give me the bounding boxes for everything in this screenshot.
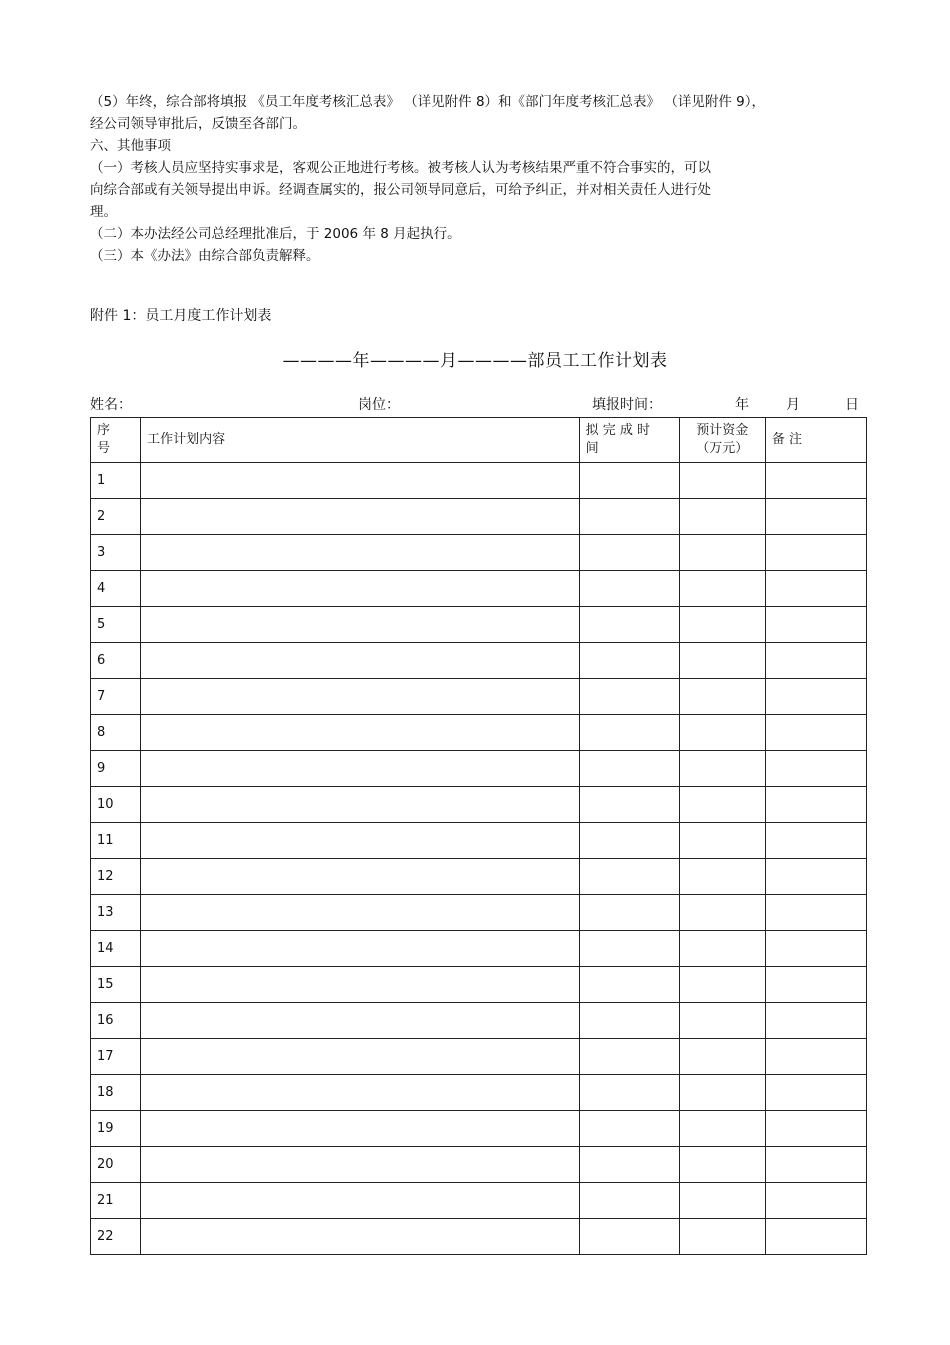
table-row	[91, 1183, 867, 1219]
table-row	[91, 931, 867, 967]
row-time-cell[interactable]	[579, 715, 679, 751]
table-row	[91, 859, 867, 895]
row-time-cell[interactable]	[579, 499, 679, 535]
row-content-cell[interactable]	[141, 499, 580, 535]
table-row	[91, 1111, 867, 1147]
row-remark-cell[interactable]	[765, 1075, 866, 1111]
table-row	[91, 535, 867, 571]
row-seq-cell: 5	[91, 607, 141, 643]
table-row	[91, 1219, 867, 1255]
paragraph-line: （三）本《办法》由综合部负责解释。	[90, 248, 320, 264]
header-remark: 备 注	[765, 418, 866, 463]
row-content-cell[interactable]	[141, 1111, 580, 1147]
table-row	[91, 463, 867, 499]
row-remark-cell[interactable]	[765, 931, 866, 967]
row-funds-cell[interactable]	[679, 931, 765, 967]
table-row	[91, 715, 867, 751]
table-header-row	[91, 418, 867, 463]
row-funds-cell[interactable]	[679, 1111, 765, 1147]
date-label: 填报时间：	[592, 397, 662, 413]
row-content-cell[interactable]	[141, 1219, 580, 1255]
attachment-label: 附件 1：员工月度工作计划表	[90, 308, 272, 324]
row-content-cell[interactable]	[141, 823, 580, 859]
header-funds	[679, 418, 765, 463]
year-label: 年	[735, 397, 749, 413]
row-time-cell[interactable]	[579, 1111, 679, 1147]
paragraph-line: （5）年终，综合部将填报 《员工年度考核汇总表》 （详见附件 8）和《部门年度考核汇总表》 （详见附件 9），	[90, 94, 765, 110]
name-label: 姓名：	[90, 397, 132, 413]
paragraph-line: 向综合部或有关领导提出申诉。经调查属实的，报公司领导同意后，可给予纠正，并对相关责任人进行处	[90, 182, 711, 198]
row-remark-cell[interactable]	[765, 679, 866, 715]
row-remark-cell[interactable]	[765, 823, 866, 859]
header-completion-time	[579, 418, 679, 463]
header-time-line1: 拟 完 成 时	[585, 423, 651, 438]
row-content-cell[interactable]	[141, 1003, 580, 1039]
row-time-cell[interactable]	[579, 679, 679, 715]
table-row	[91, 823, 867, 859]
month-label: 月	[786, 397, 800, 413]
header-time-line2: 间	[585, 441, 599, 456]
row-time-cell[interactable]	[579, 607, 679, 643]
row-content-cell[interactable]	[141, 535, 580, 571]
work-plan-table	[90, 417, 867, 1255]
row-seq-cell: 13	[91, 895, 141, 931]
row-funds-cell[interactable]	[679, 535, 765, 571]
row-seq-cell: 21	[91, 1183, 141, 1219]
row-seq-cell: 6	[91, 643, 141, 679]
row-remark-cell[interactable]	[765, 571, 866, 607]
row-funds-cell[interactable]	[679, 463, 765, 499]
row-time-cell[interactable]	[579, 1183, 679, 1219]
day-label: 日	[845, 397, 859, 413]
row-time-cell[interactable]	[579, 859, 679, 895]
position-label: 岗位：	[358, 397, 400, 413]
header-content: 工作计划内容	[141, 418, 580, 463]
section-heading: 六、其他事项	[90, 138, 171, 154]
row-content-cell[interactable]	[141, 1147, 580, 1183]
table-row	[91, 1075, 867, 1111]
row-seq-cell: 22	[91, 1219, 141, 1255]
row-content-cell[interactable]	[141, 931, 580, 967]
row-seq-cell: 1	[91, 463, 141, 499]
table-row	[91, 751, 867, 787]
row-remark-cell[interactable]	[765, 607, 866, 643]
paragraph-line: 经公司领导审批后，反馈至各部门。	[90, 116, 306, 132]
row-seq-cell: 15	[91, 967, 141, 1003]
row-seq-cell: 14	[91, 931, 141, 967]
row-time-cell[interactable]	[579, 967, 679, 1003]
row-funds-cell[interactable]	[679, 1039, 765, 1075]
table-row	[91, 679, 867, 715]
header-seq	[91, 418, 141, 463]
row-content-cell[interactable]	[141, 1039, 580, 1075]
table-row	[91, 1147, 867, 1183]
row-remark-cell[interactable]	[765, 499, 866, 535]
row-remark-cell[interactable]	[765, 1003, 866, 1039]
row-content-cell[interactable]	[141, 571, 580, 607]
row-time-cell[interactable]	[579, 823, 679, 859]
row-funds-cell[interactable]	[679, 1183, 765, 1219]
row-funds-cell[interactable]	[679, 1147, 765, 1183]
row-time-cell[interactable]	[579, 535, 679, 571]
row-content-cell[interactable]	[141, 1183, 580, 1219]
row-time-cell[interactable]	[579, 751, 679, 787]
row-seq-cell: 4	[91, 571, 141, 607]
row-content-cell[interactable]	[141, 643, 580, 679]
row-funds-cell[interactable]	[679, 571, 765, 607]
table-row	[91, 787, 867, 823]
row-remark-cell[interactable]	[765, 715, 866, 751]
row-seq-cell: 11	[91, 823, 141, 859]
row-remark-cell[interactable]	[765, 1147, 866, 1183]
paragraph-line: （二）本办法经公司总经理批准后，于 2006 年 8 月起执行。	[90, 226, 461, 242]
row-funds-cell[interactable]	[679, 607, 765, 643]
row-content-cell[interactable]	[141, 715, 580, 751]
table-row	[91, 895, 867, 931]
row-remark-cell[interactable]	[765, 751, 866, 787]
table-row	[91, 643, 867, 679]
row-time-cell[interactable]	[579, 787, 679, 823]
header-seq-line1: 序	[97, 423, 111, 438]
table-row	[91, 499, 867, 535]
row-remark-cell[interactable]	[765, 967, 866, 1003]
row-content-cell[interactable]	[141, 751, 580, 787]
row-seq-cell: 17	[91, 1039, 141, 1075]
row-time-cell[interactable]	[579, 643, 679, 679]
row-remark-cell[interactable]	[765, 643, 866, 679]
row-seq-cell: 10	[91, 787, 141, 823]
paragraph-line: （一）考核人员应坚持实事求是，客观公正地进行考核。被考核人认为考核结果严重不符合事实的，可以	[90, 160, 711, 176]
row-remark-cell[interactable]	[765, 1219, 866, 1255]
row-remark-cell[interactable]	[765, 1111, 866, 1147]
row-content-cell[interactable]	[141, 787, 580, 823]
table-row	[91, 1003, 867, 1039]
row-remark-cell[interactable]	[765, 463, 866, 499]
row-funds-cell[interactable]	[679, 1075, 765, 1111]
row-funds-cell[interactable]	[679, 715, 765, 751]
row-remark-cell[interactable]	[765, 1039, 866, 1075]
row-funds-cell[interactable]	[679, 859, 765, 895]
row-funds-cell[interactable]	[679, 823, 765, 859]
table-body	[91, 463, 867, 1255]
row-funds-cell[interactable]	[679, 895, 765, 931]
row-funds-cell[interactable]	[679, 679, 765, 715]
header-seq-line2: 号	[97, 441, 111, 456]
row-seq-cell: 7	[91, 679, 141, 715]
row-time-cell[interactable]	[579, 1003, 679, 1039]
row-seq-cell: 18	[91, 1075, 141, 1111]
row-funds-cell[interactable]	[679, 499, 765, 535]
row-remark-cell[interactable]	[765, 1183, 866, 1219]
row-remark-cell[interactable]	[765, 859, 866, 895]
table-row	[91, 607, 867, 643]
header-funds-line2: （万元）	[696, 441, 749, 456]
row-funds-cell[interactable]	[679, 1219, 765, 1255]
row-time-cell[interactable]	[579, 1147, 679, 1183]
table-row	[91, 1039, 867, 1075]
row-time-cell[interactable]	[579, 895, 679, 931]
row-content-cell[interactable]	[141, 1075, 580, 1111]
row-remark-cell[interactable]	[765, 895, 866, 931]
row-seq-cell: 19	[91, 1111, 141, 1147]
row-content-cell[interactable]	[141, 463, 580, 499]
row-content-cell[interactable]	[141, 859, 580, 895]
row-remark-cell[interactable]	[765, 787, 866, 823]
row-seq-cell: 8	[91, 715, 141, 751]
row-funds-cell[interactable]	[679, 751, 765, 787]
row-seq-cell: 12	[91, 859, 141, 895]
row-funds-cell[interactable]	[679, 967, 765, 1003]
form-title: ————年————月————部员工工作计划表	[282, 351, 668, 371]
row-seq-cell: 3	[91, 535, 141, 571]
row-time-cell[interactable]	[579, 931, 679, 967]
row-remark-cell[interactable]	[765, 535, 866, 571]
row-time-cell[interactable]	[579, 1075, 679, 1111]
row-time-cell[interactable]	[579, 571, 679, 607]
row-time-cell[interactable]	[579, 463, 679, 499]
row-seq-cell: 9	[91, 751, 141, 787]
row-seq-cell: 20	[91, 1147, 141, 1183]
row-time-cell[interactable]	[579, 1039, 679, 1075]
row-seq-cell: 16	[91, 1003, 141, 1039]
row-funds-cell[interactable]	[679, 787, 765, 823]
row-time-cell[interactable]	[579, 1219, 679, 1255]
row-content-cell[interactable]	[141, 679, 580, 715]
row-content-cell[interactable]	[141, 607, 580, 643]
paragraph-line: 理。	[90, 204, 117, 220]
header-funds-line1: 预计资金	[696, 423, 749, 438]
row-seq-cell: 2	[91, 499, 141, 535]
table-row	[91, 967, 867, 1003]
table-row	[91, 571, 867, 607]
row-funds-cell[interactable]	[679, 1003, 765, 1039]
row-funds-cell[interactable]	[679, 643, 765, 679]
row-content-cell[interactable]	[141, 967, 580, 1003]
row-content-cell[interactable]	[141, 895, 580, 931]
